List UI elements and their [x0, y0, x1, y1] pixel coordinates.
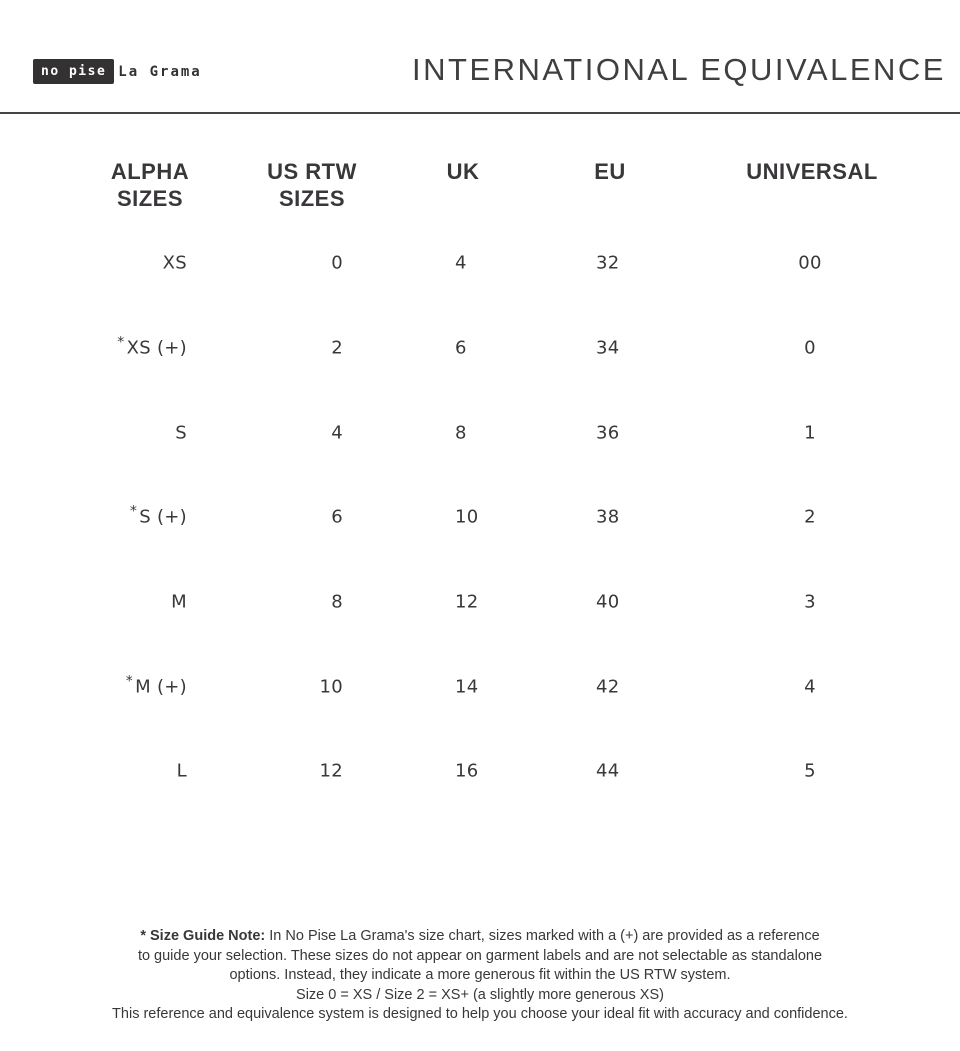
alpha-size-label: M (+) [135, 676, 187, 698]
universal-cell: 3 [804, 591, 816, 613]
alpha-size-cell [173, 422, 187, 443]
universal-cell: 4 [804, 676, 816, 698]
eu-cell: 38 [596, 506, 620, 528]
column-header-us-rtw-sizes: US RTW SIZES [267, 159, 357, 211]
alpha-size-label: S (+) [139, 506, 187, 528]
table-row [0, 475, 960, 560]
note-line-4: Size 0 = XS / Size 2 = XS+ (a slightly more generous XS) [296, 986, 664, 1003]
brand-logo-text: La Grama [118, 63, 202, 80]
us-rtw-cell: 4 [331, 422, 343, 444]
size-table [0, 221, 960, 814]
eu-cell: 32 [596, 252, 620, 274]
note-label: * Size Guide Note: [140, 928, 266, 944]
alpha-size-cell [161, 253, 187, 274]
column-header-uk: UK [446, 159, 480, 184]
alpha-size-cell [175, 761, 187, 782]
universal-cell: 2 [804, 506, 816, 528]
table-row [0, 390, 960, 475]
alpha-size-label: M [171, 591, 187, 613]
alpha-size-cell [169, 592, 187, 613]
table-row [0, 560, 960, 645]
uk-cell: 14 [455, 676, 479, 698]
universal-cell: 1 [804, 422, 816, 444]
alpha-size-label: XS [162, 252, 187, 274]
alpha-size-cell [129, 503, 187, 528]
note-line-5: This reference and equivalence system is designed to help you choose your ideal fit with accuracy and confidence. [112, 1006, 848, 1023]
eu-cell: 44 [596, 760, 620, 782]
eu-cell: 34 [596, 337, 620, 359]
column-header-universal: UNIVERSAL [746, 159, 878, 184]
eu-cell: 36 [596, 422, 620, 444]
us-rtw-cell: 10 [319, 676, 343, 698]
universal-cell: 00 [798, 252, 822, 274]
uk-cell: 10 [455, 506, 479, 528]
asterisk-marker: * [125, 673, 134, 690]
column-header-eu: EU [594, 159, 626, 184]
alpha-size-label: L [176, 760, 187, 782]
size-guide-note [0, 927, 960, 1025]
alpha-size-label: XS (+) [126, 337, 187, 359]
table-row [0, 221, 960, 306]
alpha-size-cell [117, 334, 187, 359]
brand-logo [33, 59, 202, 84]
eu-cell: 40 [596, 591, 620, 613]
us-rtw-cell: 8 [331, 591, 343, 613]
note-line-1-text: In No Pise La Grama's size chart, sizes marked with a (+) are provided as a reference [265, 928, 820, 944]
note-line-2: to guide your selection. These sizes do not appear on garment labels and are not selectable as standalone [137, 947, 823, 964]
us-rtw-cell: 0 [331, 252, 343, 274]
brand-logo-box: no pise [33, 59, 114, 84]
table-row [0, 306, 960, 391]
uk-cell: 6 [455, 337, 467, 359]
us-rtw-cell: 6 [331, 506, 343, 528]
universal-cell: 5 [804, 760, 816, 782]
alpha-size-label: S [175, 422, 187, 444]
note-line-3: options. Instead, they indicate a more generous fit within the US RTW system. [229, 967, 731, 984]
uk-cell: 16 [455, 760, 479, 782]
uk-cell: 4 [455, 252, 467, 274]
us-rtw-cell: 2 [331, 337, 343, 359]
universal-cell: 0 [804, 337, 816, 359]
header-divider [0, 112, 960, 114]
asterisk-marker: * [117, 334, 125, 351]
table-row [0, 644, 960, 729]
eu-cell: 42 [596, 676, 620, 698]
alpha-size-cell [125, 673, 187, 698]
note-line-1 [0, 927, 960, 947]
uk-cell: 12 [455, 591, 479, 613]
uk-cell: 8 [455, 422, 467, 444]
asterisk-marker: * [129, 503, 138, 520]
column-header-alpha-sizes: ALPHA SIZES [110, 159, 190, 211]
table-row [0, 729, 960, 814]
us-rtw-cell: 12 [319, 760, 343, 782]
page-title: INTERNATIONAL EQUIVALENCE [412, 52, 946, 87]
